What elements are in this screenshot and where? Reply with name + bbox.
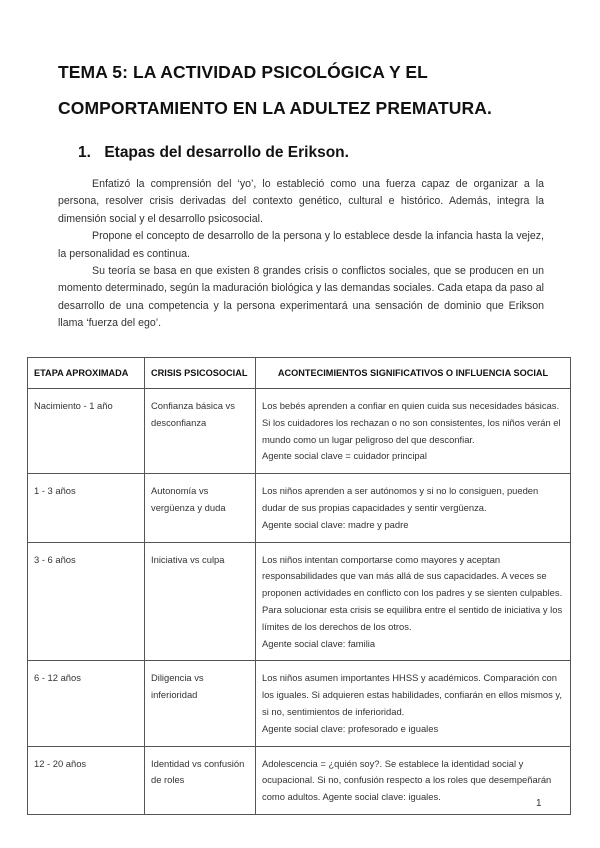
events-text: Los niños intentan comportarse como mayores y aceptan responsabilidades que van más allá de sus capacidades. A veces se proponen actividades en conflicto con los padres y se sienten culpables. Para solucionar esta crisis se equilibra entre el sentido de iniciativa y los límites de los derechos de los otros. — [262, 553, 563, 632]
header-stage: ETAPA APROXIMADA — [28, 358, 145, 389]
section-heading — [78, 144, 349, 162]
section-number: 1. — [78, 144, 91, 161]
cell-stage: 1 - 3 años — [28, 474, 145, 542]
cell-stage: 3 - 6 años — [28, 542, 145, 661]
header-crisis: CRISIS PSICOSOCIAL — [145, 358, 256, 389]
cell-stage: 12 - 20 años — [28, 746, 145, 814]
title-line-2: COMPORTAMIENTO EN LA ADULTEZ PREMATURA. — [58, 98, 492, 118]
page-number: 1 — [536, 798, 542, 809]
cell-crisis: Autonomía vs vergüenza y duda — [145, 474, 256, 542]
social-agent: Agente social clave: madre y padre — [262, 518, 409, 530]
table-header-row — [28, 358, 571, 389]
cell-crisis: Iniciativa vs culpa — [145, 542, 256, 661]
cell-crisis: Diligencia vs inferioridad — [145, 661, 256, 746]
social-agent: Agente social clave = cuidador principal — [262, 450, 427, 462]
events-text: Los niños aprenden a ser autónomos y si no lo consiguen, pueden dudar de sus propias capacidades y sentir vergüenza. — [262, 485, 539, 513]
page-title — [58, 54, 558, 126]
section-title: Etapas del desarrollo de Erikson. — [104, 144, 349, 161]
paragraph: Enfatizó la comprensión del ‘yo’, lo estableció como una fuerza capaz de organizar a la persona, resolver crisis derivadas del contexto genético, cultural e histórico. Además, integra la dimensión social y el desarrollo psicosocial. — [58, 178, 544, 225]
table-row — [28, 542, 571, 661]
erikson-stages-table — [27, 357, 571, 815]
table-row — [28, 746, 571, 814]
cell-stage: Nacimiento - 1 año — [28, 389, 145, 474]
cell-crisis: Identidad vs confusión de roles — [145, 746, 256, 814]
header-events: ACONTECIMIENTOS SIGNIFICATIVOS O INFLUENCIA SOCIAL — [256, 358, 571, 389]
paragraph: Su teoría se basa en que existen 8 grandes crisis o conflictos sociales, que se producen en un momento determinado, según la maduración biológica y las demandas sociales. Cada etapa da paso al desarrollo de una competencia y la persona experimentará una sensación de dominio que Erikson llama ‘fuerza del ego’. — [58, 265, 544, 330]
social-agent: Agente social clave: familia — [262, 637, 376, 649]
cell-crisis: Confianza básica vs desconfianza — [145, 389, 256, 474]
social-agent: Agente social clave: profesorado e iguales — [262, 722, 439, 734]
cell-events — [256, 542, 571, 661]
cell-stage: 6 - 12 años — [28, 661, 145, 746]
body-text — [58, 176, 544, 333]
events-text: Los niños asumen importantes HHSS y académicos. Comparación con los iguales. Si adquieren estas habilidades, confiarán en ellos mismos y, si no, sentimientos de inferioridad. — [262, 672, 562, 717]
cell-events — [256, 474, 571, 542]
title-line-1: TEMA 5: LA ACTIVIDAD PSICOLÓGICA Y EL — [58, 62, 428, 82]
paragraph: Propone el concepto de desarrollo de la persona y lo establece desde la infancia hasta la vejez, la personalidad es continua. — [58, 230, 544, 260]
cell-events — [256, 389, 571, 474]
table-row — [28, 389, 571, 474]
cell-events — [256, 661, 571, 746]
cell-events — [256, 746, 571, 814]
events-text: Adolescencia = ¿quién soy?. Se establece la identidad social y ocupacional. Si no, confusión respecto a los roles que desempeñarán como adultos. Agente social clave: iguales. — [262, 757, 552, 803]
table-row — [28, 474, 571, 542]
table-row — [28, 661, 571, 746]
events-text: Los bebés aprenden a confiar en quien cuida sus necesidades básicas. Si los cuidadores los rechazan o no son consistentes, los niños verán el mundo como un lugar peligroso del que desconfiar. — [262, 400, 561, 445]
